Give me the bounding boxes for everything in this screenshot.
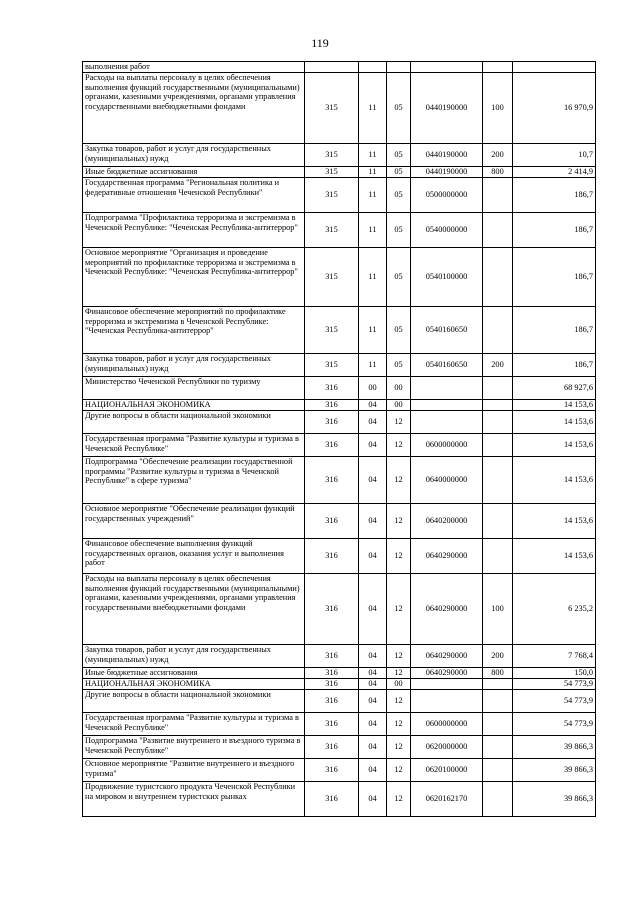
row-name-cell: НАЦИОНАЛЬНАЯ ЭКОНОМИКА	[83, 400, 305, 411]
row-name-cell: Финансовое обеспечение выполнения функций государственных органов, оказания услуг и выполнения работ	[83, 539, 305, 574]
row-section-cell: 11	[359, 248, 387, 307]
table-row	[83, 62, 596, 73]
row-subsection-cell: 05	[387, 167, 411, 178]
row-section-cell: 11	[359, 213, 387, 248]
row-target-article-cell: 0540160650	[411, 307, 483, 354]
row-admin-code-cell: 315	[305, 354, 359, 377]
row-sum-cell: 16 970,9	[513, 73, 596, 144]
row-subsection-cell: 12	[387, 690, 411, 713]
row-sum-cell: 39 866,3	[513, 782, 596, 817]
table-row	[83, 400, 596, 411]
table-row	[83, 377, 596, 400]
row-sum-cell	[513, 62, 596, 73]
row-target-article-cell: 0640290000	[411, 574, 483, 645]
row-expense-kind-cell	[483, 713, 513, 736]
row-sum-cell: 14 153,6	[513, 434, 596, 457]
row-name-cell: Подпрограмма "Обеспечение реализации государственной программы "Развитие культуры и туризма в Чеченской Республике" в сфере туризма"	[83, 457, 305, 504]
table-row	[83, 178, 596, 213]
row-section-cell: 04	[359, 736, 387, 759]
table-row	[83, 434, 596, 457]
row-target-article-cell	[411, 400, 483, 411]
table-row	[83, 167, 596, 178]
row-admin-code-cell: 316	[305, 504, 359, 539]
row-target-article-cell: 0600000000	[411, 434, 483, 457]
row-target-article-cell: 0640000000	[411, 457, 483, 504]
row-admin-code-cell: 315	[305, 167, 359, 178]
row-sum-cell: 7 768,4	[513, 645, 596, 668]
row-sum-cell: 186,7	[513, 178, 596, 213]
row-sum-cell: 54 773,9	[513, 690, 596, 713]
row-name-cell: Расходы на выплаты персоналу в целях обеспечения выполнения функций государственными (муниципальными) органами, казенными учреждениями, органами управления государственными внебюджетными фондами	[83, 73, 305, 144]
row-name-cell: Подпрограмма "Развитие внутреннего и въездного туризма в Чеченской Республике"	[83, 736, 305, 759]
row-name-cell: Финансовое обеспечение мероприятий по профилактике терроризма и экстремизма в Чеченской Республике: "Чеченская Республика-антитеррор"	[83, 307, 305, 354]
row-section-cell: 04	[359, 434, 387, 457]
row-admin-code-cell: 316	[305, 400, 359, 411]
row-admin-code-cell: 316	[305, 690, 359, 713]
row-admin-code-cell	[305, 62, 359, 73]
row-section-cell: 11	[359, 167, 387, 178]
table-row	[83, 457, 596, 504]
row-subsection-cell: 00	[387, 679, 411, 690]
row-name-cell: Другие вопросы в области национальной экономики	[83, 411, 305, 434]
row-subsection-cell: 12	[387, 504, 411, 539]
row-subsection-cell: 12	[387, 713, 411, 736]
row-name-cell: Основное мероприятие "Организация и проведение мероприятий по профилактике терроризма и экстремизма в Чеченской Республике: "Чеченская Республика-антитеррор"	[83, 248, 305, 307]
row-name-cell: НАЦИОНАЛЬНАЯ ЭКОНОМИКА	[83, 679, 305, 690]
table-row	[83, 307, 596, 354]
row-name-cell: Основное мероприятие "Развитие внутреннего и въездного туризма"	[83, 759, 305, 782]
row-admin-code-cell: 316	[305, 736, 359, 759]
row-target-article-cell: 0620000000	[411, 736, 483, 759]
row-expense-kind-cell	[483, 377, 513, 400]
row-subsection-cell: 12	[387, 736, 411, 759]
row-admin-code-cell: 316	[305, 668, 359, 679]
row-sum-cell: 39 866,3	[513, 736, 596, 759]
table-row	[83, 73, 596, 144]
row-section-cell: 04	[359, 690, 387, 713]
table-row	[83, 759, 596, 782]
row-expense-kind-cell: 200	[483, 645, 513, 668]
table-row	[83, 574, 596, 645]
row-sum-cell: 150,0	[513, 668, 596, 679]
row-expense-kind-cell	[483, 434, 513, 457]
row-subsection-cell: 05	[387, 354, 411, 377]
row-admin-code-cell: 315	[305, 73, 359, 144]
row-admin-code-cell: 316	[305, 457, 359, 504]
row-admin-code-cell: 316	[305, 645, 359, 668]
row-expense-kind-cell	[483, 759, 513, 782]
table-row	[83, 782, 596, 817]
row-subsection-cell	[387, 62, 411, 73]
row-admin-code-cell: 316	[305, 377, 359, 400]
row-expense-kind-cell	[483, 539, 513, 574]
row-subsection-cell: 05	[387, 178, 411, 213]
row-target-article-cell: 0500000000	[411, 178, 483, 213]
row-section-cell: 11	[359, 178, 387, 213]
row-section-cell: 11	[359, 354, 387, 377]
row-sum-cell: 14 153,6	[513, 539, 596, 574]
row-subsection-cell: 12	[387, 539, 411, 574]
row-subsection-cell: 12	[387, 759, 411, 782]
row-target-article-cell: 0620162170	[411, 782, 483, 817]
row-section-cell: 04	[359, 713, 387, 736]
row-sum-cell: 14 153,6	[513, 411, 596, 434]
row-admin-code-cell: 316	[305, 539, 359, 574]
row-expense-kind-cell	[483, 248, 513, 307]
row-target-article-cell: 0620100000	[411, 759, 483, 782]
row-section-cell	[359, 62, 387, 73]
table-row	[83, 645, 596, 668]
row-target-article-cell: 0640290000	[411, 668, 483, 679]
budget-table-body	[83, 62, 596, 817]
row-admin-code-cell: 316	[305, 679, 359, 690]
row-section-cell: 04	[359, 679, 387, 690]
row-sum-cell: 186,7	[513, 354, 596, 377]
row-expense-kind-cell: 100	[483, 574, 513, 645]
row-admin-code-cell: 315	[305, 248, 359, 307]
row-name-cell: Расходы на выплаты персоналу в целях обеспечения выполнения функций государственными (муниципальными) органами, казенными учреждениями, органами управления государственными внебюджетными фондами	[83, 574, 305, 645]
row-target-article-cell: 0640290000	[411, 645, 483, 668]
row-target-article-cell	[411, 690, 483, 713]
row-section-cell: 04	[359, 411, 387, 434]
row-expense-kind-cell: 200	[483, 354, 513, 377]
row-expense-kind-cell	[483, 411, 513, 434]
row-sum-cell: 2 414,9	[513, 167, 596, 178]
row-expense-kind-cell: 800	[483, 167, 513, 178]
row-target-article-cell: 0440190000	[411, 144, 483, 167]
table-row	[83, 668, 596, 679]
row-section-cell: 04	[359, 645, 387, 668]
row-name-cell: выполнения работ	[83, 62, 305, 73]
row-subsection-cell: 05	[387, 73, 411, 144]
row-target-article-cell: 0540160650	[411, 354, 483, 377]
row-section-cell: 04	[359, 782, 387, 817]
row-sum-cell: 68 927,6	[513, 377, 596, 400]
row-target-article-cell	[411, 679, 483, 690]
table-row	[83, 736, 596, 759]
row-admin-code-cell: 316	[305, 434, 359, 457]
row-subsection-cell: 12	[387, 457, 411, 504]
budget-table	[82, 61, 596, 817]
row-expense-kind-cell	[483, 62, 513, 73]
table-row	[83, 713, 596, 736]
row-subsection-cell: 05	[387, 248, 411, 307]
row-expense-kind-cell	[483, 736, 513, 759]
row-admin-code-cell: 315	[305, 307, 359, 354]
row-admin-code-cell: 316	[305, 713, 359, 736]
table-row	[83, 248, 596, 307]
row-section-cell: 11	[359, 307, 387, 354]
budget-table-container	[82, 61, 595, 817]
row-name-cell: Закупка товаров, работ и услуг для государственных (муниципальных) нужд	[83, 144, 305, 167]
row-target-article-cell: 0640290000	[411, 539, 483, 574]
row-sum-cell: 54 773,9	[513, 713, 596, 736]
row-target-article-cell: 0600000000	[411, 713, 483, 736]
row-sum-cell: 54 773,9	[513, 679, 596, 690]
row-name-cell: Закупка товаров, работ и услуг для государственных (муниципальных) нужд	[83, 645, 305, 668]
row-expense-kind-cell	[483, 307, 513, 354]
row-admin-code-cell: 315	[305, 178, 359, 213]
row-sum-cell: 10,7	[513, 144, 596, 167]
table-row	[83, 690, 596, 713]
row-section-cell: 04	[359, 539, 387, 574]
row-subsection-cell: 00	[387, 377, 411, 400]
row-name-cell: Министерство Чеченской Республики по туризму	[83, 377, 305, 400]
row-section-cell: 04	[359, 668, 387, 679]
row-name-cell: Иные бюджетные ассигнования	[83, 668, 305, 679]
row-subsection-cell: 05	[387, 307, 411, 354]
row-name-cell: Иные бюджетные ассигнования	[83, 167, 305, 178]
row-expense-kind-cell	[483, 457, 513, 504]
row-admin-code-cell: 316	[305, 411, 359, 434]
row-target-article-cell	[411, 377, 483, 400]
row-target-article-cell: 0640200000	[411, 504, 483, 539]
row-expense-kind-cell: 100	[483, 73, 513, 144]
row-subsection-cell: 12	[387, 782, 411, 817]
row-name-cell: Закупка товаров, работ и услуг для государственных (муниципальных) нужд	[83, 354, 305, 377]
row-name-cell: Государственная программа "Развитие культуры и туризма в Чеченской Республике"	[83, 713, 305, 736]
row-admin-code-cell: 316	[305, 574, 359, 645]
row-sum-cell: 14 153,6	[513, 504, 596, 539]
row-sum-cell: 186,7	[513, 213, 596, 248]
row-section-cell: 04	[359, 400, 387, 411]
table-row	[83, 144, 596, 167]
row-expense-kind-cell	[483, 213, 513, 248]
row-subsection-cell: 12	[387, 411, 411, 434]
row-target-article-cell: 0440190000	[411, 73, 483, 144]
row-target-article-cell: 0440190000	[411, 167, 483, 178]
row-admin-code-cell: 315	[305, 144, 359, 167]
row-admin-code-cell: 316	[305, 759, 359, 782]
table-row	[83, 354, 596, 377]
row-subsection-cell: 05	[387, 213, 411, 248]
table-row	[83, 679, 596, 690]
row-section-cell: 04	[359, 759, 387, 782]
row-expense-kind-cell: 200	[483, 144, 513, 167]
row-sum-cell: 39 866,3	[513, 759, 596, 782]
row-subsection-cell: 05	[387, 144, 411, 167]
row-section-cell: 04	[359, 457, 387, 504]
row-expense-kind-cell	[483, 690, 513, 713]
table-row	[83, 539, 596, 574]
row-section-cell: 11	[359, 73, 387, 144]
table-row	[83, 411, 596, 434]
row-subsection-cell: 00	[387, 400, 411, 411]
row-subsection-cell: 12	[387, 434, 411, 457]
row-subsection-cell: 12	[387, 574, 411, 645]
row-name-cell: Другие вопросы в области национальной экономики	[83, 690, 305, 713]
row-section-cell: 11	[359, 144, 387, 167]
row-sum-cell: 14 153,6	[513, 457, 596, 504]
row-name-cell: Продвижение туристского продукта Чеченской Республики на мировом и внутреннем туристских рынках	[83, 782, 305, 817]
row-subsection-cell: 12	[387, 645, 411, 668]
row-target-article-cell: 0540000000	[411, 213, 483, 248]
row-expense-kind-cell	[483, 782, 513, 817]
row-admin-code-cell: 315	[305, 213, 359, 248]
row-expense-kind-cell	[483, 679, 513, 690]
page-number: 119	[311, 36, 329, 50]
row-subsection-cell: 12	[387, 668, 411, 679]
row-admin-code-cell: 316	[305, 782, 359, 817]
table-row	[83, 504, 596, 539]
row-expense-kind-cell	[483, 400, 513, 411]
table-row	[83, 213, 596, 248]
row-target-article-cell	[411, 62, 483, 73]
row-target-article-cell	[411, 411, 483, 434]
row-section-cell: 04	[359, 574, 387, 645]
row-name-cell: Государственная программа "Региональная политика и федеративные отношения Чеченской Республики"	[83, 178, 305, 213]
row-name-cell: Основное мероприятие "Обеспечение реализации функций государственных учреждений"	[83, 504, 305, 539]
row-name-cell: Подпрограмма "Профилактика терроризма и экстремизма в Чеченской Республике: "Чеченская Республика-антитеррор"	[83, 213, 305, 248]
row-target-article-cell: 0540100000	[411, 248, 483, 307]
row-expense-kind-cell: 800	[483, 668, 513, 679]
row-sum-cell: 6 235,2	[513, 574, 596, 645]
row-expense-kind-cell	[483, 178, 513, 213]
row-section-cell: 00	[359, 377, 387, 400]
row-expense-kind-cell	[483, 504, 513, 539]
row-sum-cell: 14 153,6	[513, 400, 596, 411]
row-sum-cell: 186,7	[513, 248, 596, 307]
row-name-cell: Государственная программа "Развитие культуры и туризма в Чеченской Республике"	[83, 434, 305, 457]
row-section-cell: 04	[359, 504, 387, 539]
row-sum-cell: 186,7	[513, 307, 596, 354]
